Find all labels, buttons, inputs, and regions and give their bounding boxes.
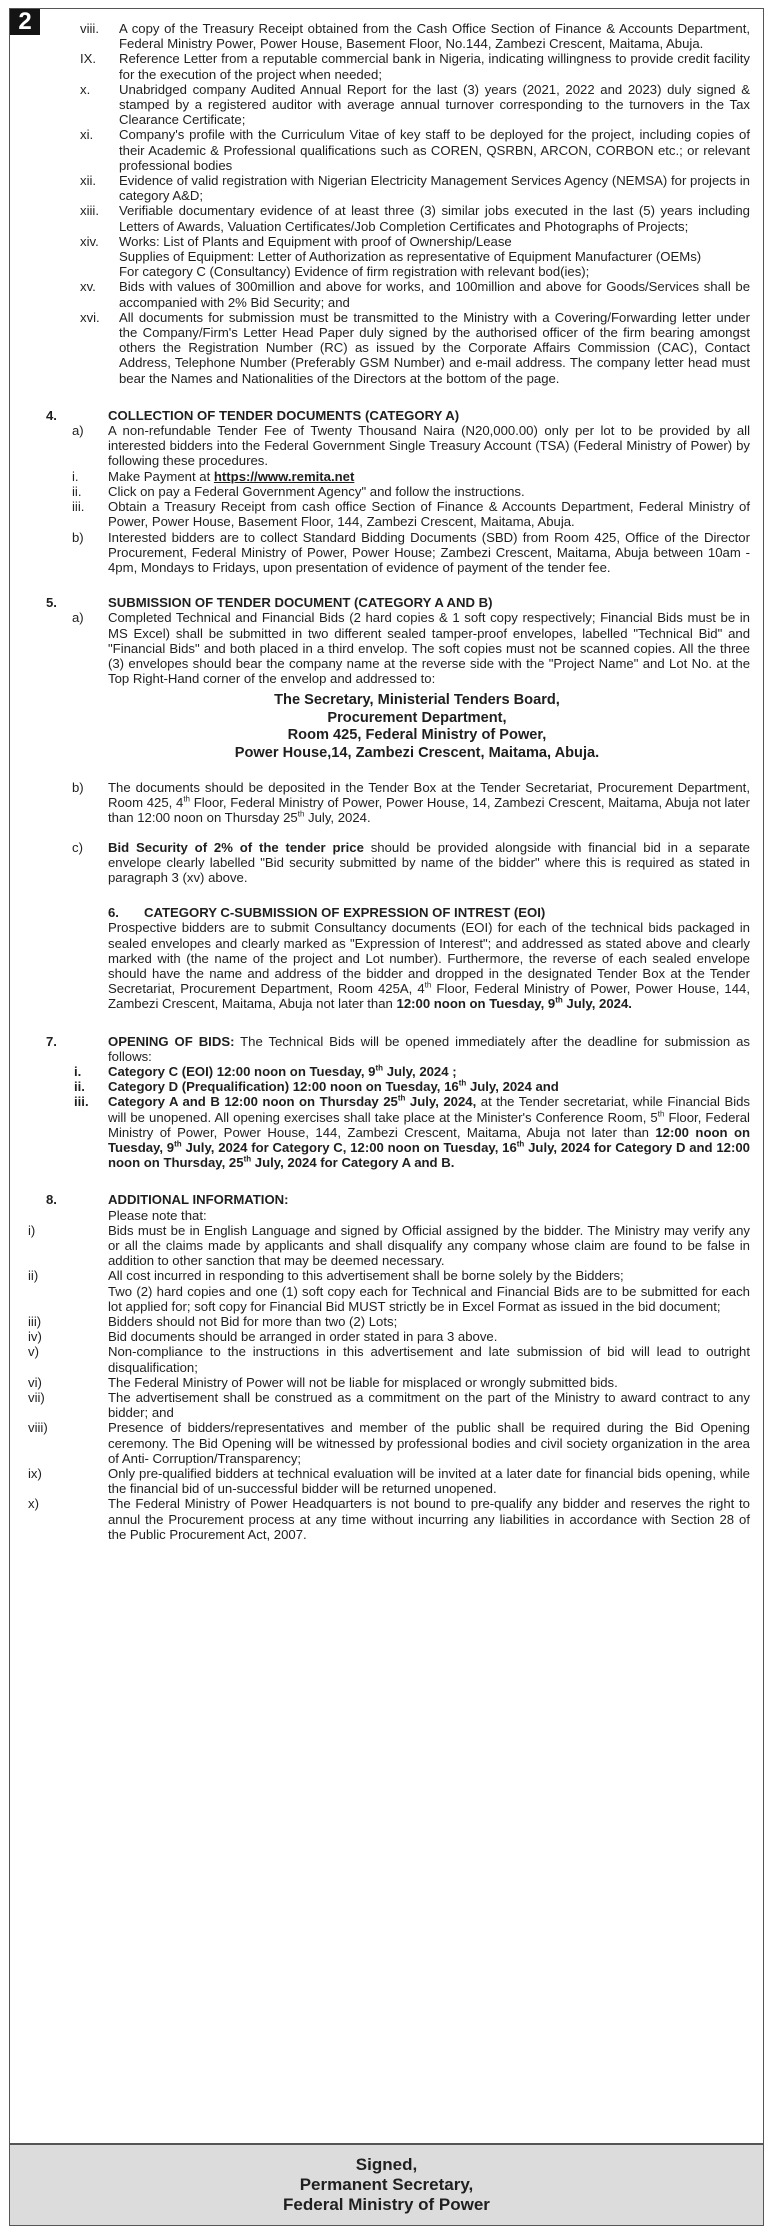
- section-number: 4.: [46, 407, 57, 423]
- section-title: COLLECTION OF TENDER DOCUMENTS (CATEGORY A): [108, 407, 460, 423]
- submission-address: [24, 692, 750, 762]
- item-number: xiv.: [80, 233, 99, 249]
- item-text-bold: July, 2024 for Category A and B.: [251, 1155, 455, 1171]
- info-item: [24, 1375, 750, 1390]
- signature-block: [10, 2143, 763, 2225]
- opening-item-i: [24, 1064, 750, 1079]
- item-text-extra: Two (2) hard copies and one (1) soft copy each for Technical and Financial Bids are to be submitted for each lot applied for; soft copy for Financial Bid MUST strictly be in Excel Format as issued in the bid document;: [108, 1283, 750, 1314]
- item-text: Floor, Federal Ministry of Power, Power House, 144, Zambezi Crescent, Maitama, Abuja not later than: [108, 1109, 750, 1140]
- info-item: [24, 1420, 750, 1466]
- requirement-item: [24, 203, 750, 233]
- superscript: th: [555, 996, 563, 1006]
- section-8-heading: [24, 1192, 750, 1207]
- requirement-item: [24, 127, 750, 173]
- section-5-heading: [24, 595, 750, 610]
- section-title: CATEGORY C-SUBMISSION OF EXPRESSION OF INTREST (EOI): [144, 905, 546, 921]
- item-text: Floor, Federal Ministry of Power, Power House, 14, Zambezi Crescent, Maitama, Abuja not later than 12:00 noon on Thursday 25: [108, 795, 750, 826]
- item-number: b): [72, 779, 84, 795]
- item-number: xv.: [80, 279, 96, 295]
- item-text-bold: Category A and B 12:00 noon on Thursday 25: [108, 1094, 398, 1110]
- item-body: [108, 469, 750, 484]
- section-4-item-b: [24, 530, 750, 576]
- section-8-intro: Please note that:: [108, 1207, 207, 1223]
- item-text-bold: 12:00 noon on Tuesday, 9: [108, 1124, 751, 1156]
- section-4-item-ii: [24, 484, 750, 499]
- opening-item-iii: [24, 1094, 750, 1170]
- item-text: Click on pay a Federal Government Agency" and follow the instructions.: [108, 483, 525, 499]
- item-text: Bids with values of 300million and above for works, and 100million and above for Goods/Services shall be accompanied with 2% Bid Security; and: [119, 279, 750, 310]
- item-body: [108, 1064, 750, 1079]
- section-5-item-c: [24, 840, 750, 886]
- item-body: [119, 234, 750, 280]
- item-body: [108, 1094, 750, 1170]
- item-number: ix): [28, 1466, 42, 1482]
- section-text: Floor, Federal Ministry of Power, Power House, 144, Zambezi Crescent, Maitama, Abuja not later than: [108, 981, 750, 1012]
- superscript: th: [174, 1139, 182, 1149]
- section-5-item-a: [24, 610, 750, 686]
- opening-item-ii: [24, 1079, 750, 1094]
- item-number: c): [72, 839, 83, 855]
- item-body: [108, 1079, 750, 1094]
- remita-link[interactable]: https://www.remita.net: [213, 468, 355, 484]
- superscript: th: [657, 1109, 665, 1119]
- section-4-heading: [24, 408, 750, 423]
- superscript: th: [397, 1094, 406, 1104]
- info-item: [24, 1329, 750, 1344]
- item-text: All cost incurred in responding to this advertisement shall be borne solely by the Bidders;: [108, 1268, 624, 1284]
- item-number: i): [28, 1222, 36, 1238]
- item-text-bold: July, 2024 for Category C, 12:00 noon on Tuesday, 16: [181, 1140, 517, 1156]
- item-text: Bidders should not Bid for more than two (2) Lots;: [108, 1314, 398, 1330]
- item-number: xiii.: [80, 203, 99, 219]
- item-number: a): [72, 610, 84, 626]
- item-number: b): [72, 529, 84, 545]
- item-text: The documents should be deposited in the Tender Box at the Tender Secretariat, Procurement Department, Room 425, 4: [108, 779, 750, 811]
- item-number: xvi.: [80, 309, 100, 325]
- item-text: Make Payment at: [108, 468, 214, 484]
- item-number: viii): [28, 1420, 48, 1436]
- requirement-item: [24, 82, 750, 128]
- section-text-bold: 12:00 noon on Tuesday, 9: [396, 996, 556, 1012]
- item-text: A copy of the Treasury Receipt obtained from the Cash Office Section of Finance & Accounts Department, Federal Ministry Power, Power House, Basement Floor, No.144, Zambezi Crescent, Maitama, Abuja.: [119, 21, 750, 52]
- requirement-item: [24, 21, 750, 51]
- item-text: The Federal Ministry of Power will not be liable for misplaced or wrongly submitted bids.: [108, 1374, 618, 1390]
- item-text: July, 2024 ;: [383, 1064, 457, 1079]
- item-text-bold: Bid Security of 2% of the tender price: [108, 839, 364, 855]
- requirement-item: [24, 173, 750, 203]
- item-number: xi.: [80, 127, 94, 143]
- superscript: th: [243, 1154, 252, 1164]
- item-text: should be provided alongside with financial bid in a separate envelope clearly labelled "Bid security submitted by name of the bidder" where this is required as stated in paragraph 3 (xv) above.: [108, 839, 750, 885]
- item-number: IX.: [80, 51, 97, 67]
- section-6-heading: [24, 905, 750, 920]
- item-text: Presence of bidders/representatives and member of the public shall be required during the Bid Opening ceremony. The Bid Opening will be witnessed by professional bodies and civil society organization in the area of Anti- Corruption/Transparency;: [108, 1420, 750, 1466]
- item-text: All documents for submission must be transmitted to the Ministry with a Covering/Forwarding letter under the Company/Firm's Letter Head Paper duly signed by the authorised officer of the firm bearing amongst others the Registration Number (RC) as issued by the Corporate Affairs Commission (CAC), Contact Address, Telephone Number (Preferably GSM Number) and e-mail address. The company letter head must bear the Names and Nationalities of the Directors at the bottom of the page.: [119, 309, 750, 386]
- item-text: Only pre-qualified bidders at technical evaluation will be invited at a later date for financial bids opening, while the financial bid of un-successful bidder will be returned unopened.: [108, 1466, 750, 1497]
- item-number: ii.: [74, 1079, 85, 1095]
- item-body: [108, 840, 750, 886]
- page-number-badge: 2: [10, 9, 40, 35]
- item-number: v): [28, 1344, 39, 1360]
- info-item: [24, 1466, 750, 1496]
- item-text: The advertisement shall be construed as a commitment on the part of the Ministry to award contract to any bidder; and: [108, 1390, 750, 1421]
- address-line: Procurement Department,: [327, 709, 507, 726]
- item-text: A non-refundable Tender Fee of Twenty Thousand Naira (N20,000.00) only per lot to be provided by all interested bidders into the Federal Government Single Treasury Account (TSA) (Federal Ministry of Power) by following these procedures.: [108, 423, 750, 469]
- item-text: Evidence of valid registration with Nigerian Electricity Management Services Agency (NEMSA) for projects in category A&D;: [119, 173, 750, 204]
- requirement-item: [24, 234, 750, 280]
- section-number: 7.: [46, 1033, 57, 1049]
- superscript: th: [183, 794, 190, 804]
- section-4-item-i: [24, 469, 750, 484]
- section-text-bold: July, 2024.: [562, 996, 632, 1012]
- item-text: Non-compliance to the instructions in this advertisement and late submission of bid will lead to outright disqualification;: [108, 1344, 750, 1375]
- item-number: iv): [28, 1329, 42, 1345]
- item-number: i.: [74, 1064, 82, 1079]
- section-6-text: [24, 920, 750, 1011]
- item-number: ii): [28, 1268, 39, 1284]
- info-item: [24, 1314, 750, 1329]
- superscript: th: [375, 1063, 384, 1073]
- section-number: 5.: [46, 595, 57, 611]
- document-frame: [9, 8, 764, 2226]
- item-text-extra: For category C (Consultancy) Evidence of firm registration with relevant bod(ies);: [119, 264, 590, 280]
- requirement-item: [24, 51, 750, 81]
- requirements-list: [24, 21, 750, 386]
- superscript: th: [424, 980, 432, 990]
- info-item: [24, 1223, 750, 1269]
- section-title: SUBMISSION OF TENDER DOCUMENT (CATEGORY A AND B): [108, 595, 493, 611]
- item-text-bold: July, 2024,: [405, 1094, 477, 1110]
- section-title: ADDITIONAL INFORMATION:: [108, 1192, 289, 1208]
- section-number: 6.: [108, 905, 119, 921]
- item-text: Completed Technical and Financial Bids (2 hard copies & 1 soft copy respectively; Financial Bids must be in MS Excel) shall be submitted in two different sealed tamper-proof envelopes, labelled "Technical Bid" and "Financial Bids" and both placed in a third envelop. The soft copies must not be scanned copies. All the three (3) envelopes should bear the company name at the reverse side with the "Project Name" and Lot No. at the Top Right-Hand corner of the envelop and addressed to:: [108, 610, 750, 687]
- info-item: [24, 1390, 750, 1420]
- item-number: vii): [28, 1390, 45, 1406]
- item-number: i.: [72, 468, 79, 484]
- item-text-extra: Supplies of Equipment: Letter of Authorization as representative of Equipment Manufacturer (OEMs): [119, 249, 702, 265]
- item-body: [108, 1268, 750, 1314]
- address-line: Room 425, Federal Ministry of Power,: [287, 727, 547, 744]
- item-text: Bid documents should be arranged in order stated in para 3 above.: [108, 1329, 498, 1345]
- item-number: x.: [80, 81, 91, 97]
- item-text-bold: July, 2024 for Category D and 12:00 noon on Thursday, 25: [108, 1140, 750, 1171]
- item-number: iii.: [72, 499, 85, 515]
- section-5-item-b: [24, 780, 750, 826]
- superscript: th: [458, 1078, 467, 1088]
- item-text: July, 2024.: [304, 810, 371, 826]
- item-text: Verifiable documentary evidence of at least three (3) similar jobs executed in the last (5) years including Letters of Awards, Valuation Certificates/Job Completion Certificates and Photographs of Projects;: [119, 203, 750, 234]
- item-text: The Federal Ministry of Power Headquarters is not bound to pre-qualify any bidder and reserves the right to annul the Procurement process at any time without incurring any liabilities in accordance with Section 28 of the Public Procurement Act, 2007.: [108, 1496, 750, 1542]
- item-text: Interested bidders are to collect Standard Bidding Documents (SBD) from Room 425, Office of the Director Procurement, Federal Ministry of Power, Power House; Zambezi Crescent, Maitama, Abuja between 10am - 4pm, Mondays to Fridays, upon presentation of evidence of payment of the tender fee.: [108, 529, 750, 575]
- requirement-item: [24, 279, 750, 309]
- item-text: Works: List of Plants and Equipment with proof of Ownership/Lease: [119, 233, 512, 249]
- superscript: th: [297, 809, 305, 819]
- superscript: th: [516, 1139, 525, 1149]
- item-number: x): [28, 1496, 39, 1512]
- item-body: [108, 780, 750, 826]
- section-4-item-iii: [24, 499, 750, 529]
- item-text: July, 2024 and: [466, 1079, 559, 1095]
- signature-line: Signed,: [355, 2155, 418, 2174]
- item-number: iii.: [74, 1094, 89, 1110]
- item-number: viii.: [80, 21, 99, 36]
- section-body: [108, 1034, 750, 1064]
- item-text: Unabridged company Audited Annual Report for the last (3) years (2021, 2022 and 2023) duly signed & stamped by a registered auditor with average annual turnover corresponding to the turnovers in the Tax Clearance Certificate;: [119, 81, 750, 128]
- item-text: Obtain a Treasury Receipt from cash office Section of Finance & Accounts Department, Federal Ministry of Power, Power House, Basement Floor, 144, Zambezi Crescent, Maitama, Abuja.: [108, 499, 750, 530]
- section-title: OPENING OF BIDS:: [108, 1033, 235, 1049]
- item-number: xii.: [80, 173, 97, 189]
- info-item: [24, 1268, 750, 1314]
- item-text: Company's profile with the Curriculum Vitae of key staff to be deployed for the project, including copies of their Academic & Professional qualifications such as COREN, QSRBN, ARCON, CORBON etc.; or relevant professional bodies: [119, 127, 750, 173]
- signature-line: Permanent Secretary,: [299, 2175, 474, 2194]
- section-number: 8.: [46, 1192, 57, 1208]
- item-number: ii.: [72, 483, 82, 499]
- item-text: Category D (Prequalification) 12:00 noon on Tuesday, 16: [108, 1079, 459, 1095]
- info-item: [24, 1344, 750, 1374]
- address-line: Power House,14, Zambezi Crescent, Maitama, Abuja.: [234, 744, 600, 761]
- section-intro: The Technical Bids will be opened immediately after the deadline for submission as follows:: [108, 1033, 750, 1064]
- address-line: The Secretary, Ministerial Tenders Board,: [274, 692, 560, 709]
- item-number: a): [72, 423, 84, 439]
- item-text: Category C (EOI) 12:00 noon on Tuesday, 9: [108, 1064, 376, 1079]
- section-7: [24, 1034, 750, 1064]
- item-text: Bids must be in English Language and signed by Official assigned by the bidder. The Ministry may verify any or all the claims made by applicants and shall disqualify any company whose claim are found to be false in addition to other sanction that may be deemed necessary.: [108, 1222, 750, 1269]
- section-4-item-a: [24, 423, 750, 469]
- item-number: vi): [28, 1374, 42, 1390]
- section-text: Prospective bidders are to submit Consultancy documents (EOI) for each of the technical bids packaged in sealed envelopes and clearly marked as "Expression of Interest"; and addressed as stated above and clearly marked with (the name of the project and Lot number). Furthermore, the reverse of each sealed envelope should have the name and address of the bidder and dropped in the designated Tender Box at the Tender Secretariat, Procurement Department, Room 425A, 4: [108, 920, 750, 997]
- info-item: [24, 1496, 750, 1542]
- item-text: at the Tender secretariat, while Financial Bids will be unopened. All opening exercises shall take place at the Minister's Conference Room, 5: [108, 1094, 751, 1125]
- item-text: Reference Letter from a reputable commercial bank in Nigeria, indicating willingness to provide credit facility for the execution of the project when needed;: [119, 51, 750, 82]
- signature-line: Federal Ministry of Power: [283, 2195, 490, 2214]
- item-number: iii): [28, 1314, 42, 1330]
- requirement-item: [24, 310, 750, 386]
- document-body: [10, 9, 763, 1542]
